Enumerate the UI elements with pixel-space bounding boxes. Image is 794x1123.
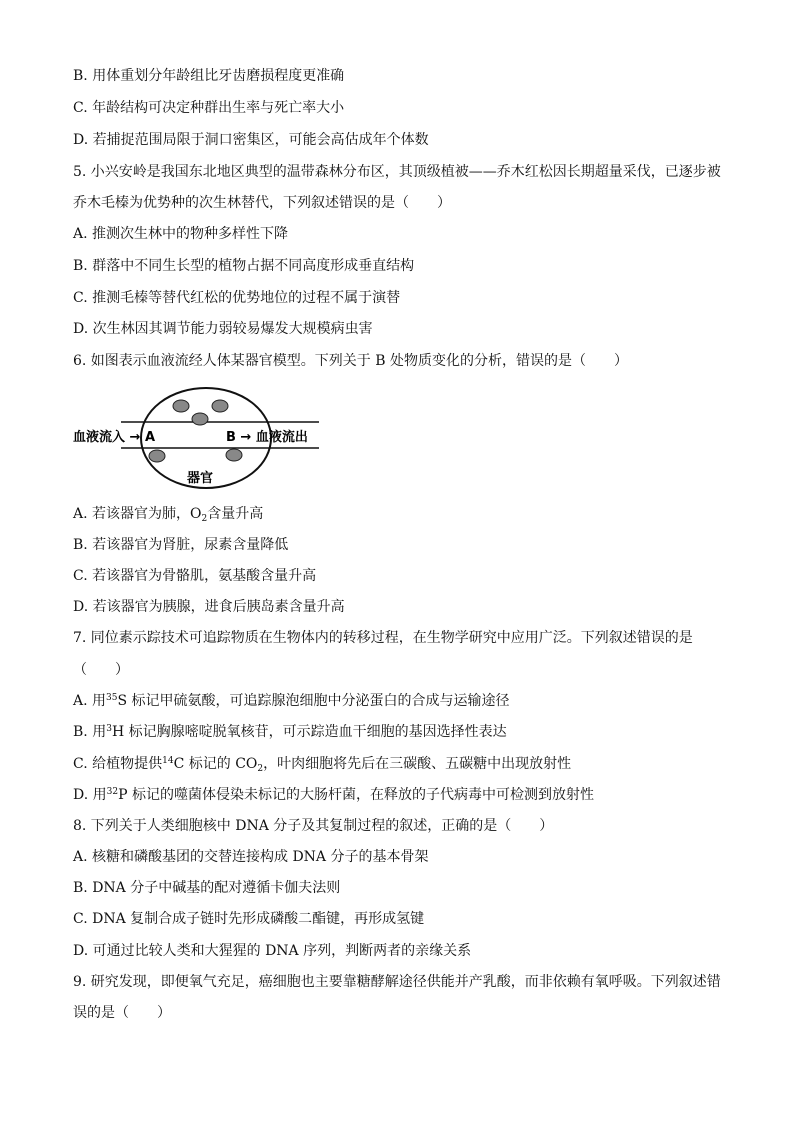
q5-option-b: B. 群落中不同生长型的植物占据不同高度形成垂直结构 bbox=[73, 258, 415, 274]
organ-blood-flow-diagram bbox=[73, 386, 333, 490]
q7-option-c-text: C. 给植物提供 bbox=[73, 756, 163, 772]
q6-stem: 6. 如图表示血液流经人体某器官模型。下列关于 B 处物质变化的分析，错误的是（ ） bbox=[73, 353, 628, 369]
q6-option-a-tail: 含量升高 bbox=[207, 506, 264, 522]
q6-option-b: B. 若该器官为肾脏，尿素含量降低 bbox=[73, 537, 289, 553]
q5-stem-line2: 乔木毛榛为优势种的次生林替代，下列叙述错误的是（ ） bbox=[73, 195, 451, 211]
q9-stem-line2: 误的是（ ） bbox=[73, 1005, 171, 1021]
q8-option-d: D. 可通过比较人类和大猩猩的 DNA 序列，判断两者的亲缘关系 bbox=[73, 943, 472, 959]
q7-option-c-tail: ，叶肉细胞将先后在三碳酸、五碳糖中出现放射性 bbox=[263, 756, 572, 772]
q7-option-c bbox=[73, 754, 571, 774]
q7-option-c-superscript: 14 bbox=[162, 756, 174, 766]
q9-stem-line1: 9. 研究发现，即便氧气充足，癌细胞也主要靠糖酵解途径供能并产乳酸，而非依赖有氧呼吸。下列叙述错 bbox=[73, 974, 721, 990]
q6-option-d: D. 若该器官为胰腺，进食后胰岛素含量升高 bbox=[73, 599, 345, 615]
q5-option-d: D. 次生林因其调节能力弱较易爆发大规模病虫害 bbox=[73, 321, 373, 337]
q7-option-b bbox=[73, 722, 507, 742]
q8-option-c: C. DNA 复制合成子链时先形成磷酸二酯键，再形成氢键 bbox=[73, 911, 425, 927]
q7-stem-line1: 7. 同位素示踪技术可追踪物质在生物体内的转移过程，在生物学研究中应用广泛。下列叙述错误的是 bbox=[73, 630, 693, 646]
cell-blob-1 bbox=[173, 400, 189, 412]
q4-option-b: B. 用体重划分年龄组比牙齿磨损程度更准确 bbox=[73, 68, 345, 84]
inflow-label: 血液流入 → A bbox=[73, 430, 156, 445]
q7-option-a-superscript: 35 bbox=[106, 693, 118, 703]
q6-option-a-text: A. 若该器官为肺，O bbox=[73, 506, 202, 522]
q7-option-a-tail: S 标记甲硫氨酸，可追踪腺泡细胞中分泌蛋白的合成与运输途径 bbox=[117, 693, 510, 709]
q6-option-a bbox=[73, 504, 263, 524]
q8-option-b: B. DNA 分子中碱基的配对遵循卡伽夫法则 bbox=[73, 880, 341, 896]
q5-option-a: A. 推测次生林中的物种多样性下降 bbox=[73, 226, 289, 242]
q8-stem: 8. 下列关于人类细胞核中 DNA 分子及其复制过程的叙述，正确的是（ ） bbox=[73, 818, 554, 834]
q7-option-d bbox=[73, 785, 594, 805]
q6-option-c: C. 若该器官为骨骼肌，氨基酸含量升高 bbox=[73, 568, 317, 584]
q4-option-d: D. 若捕捉范围局限于洞口密集区，可能会高估成年个体数 bbox=[73, 132, 429, 148]
q8-option-a: A. 核糖和磷酸基团的交替连接构成 DNA 分子的基本骨架 bbox=[73, 849, 429, 865]
q7-option-d-tail: P 标记的噬菌体侵染未标记的大肠杆菌，在释放的子代病毒中可检测到放射性 bbox=[118, 787, 594, 803]
cell-blob-4 bbox=[149, 450, 165, 462]
q7-option-a-text: A. 用 bbox=[73, 693, 107, 709]
q6-option-a-subscript: 2 bbox=[201, 514, 208, 524]
q7-option-c-subscript: 2 bbox=[257, 764, 264, 774]
q5-option-c: C. 推测毛榛等替代红松的优势地位的过程不属于演替 bbox=[73, 290, 401, 306]
q7-option-a bbox=[73, 691, 510, 711]
q7-option-b-text: B. 用 bbox=[73, 724, 107, 740]
q5-stem-line1: 5. 小兴安岭是我国东北地区典型的温带森林分布区，其顶级植被——乔木红松因长期超量采伐，已逐步被 bbox=[73, 164, 721, 180]
q7-stem-line2: （ ） bbox=[73, 662, 129, 678]
q4-option-c: C. 年龄结构可决定种群出生率与死亡率大小 bbox=[73, 100, 345, 116]
cell-blob-2 bbox=[212, 400, 228, 412]
q7-option-b-superscript: 3 bbox=[106, 724, 112, 734]
q7-option-d-text: D. 用 bbox=[73, 787, 107, 803]
cell-blob-3 bbox=[192, 413, 208, 425]
q7-option-c-mid: C 标记的 CO bbox=[173, 756, 258, 772]
organ-label: 器官 bbox=[187, 471, 214, 486]
q7-option-b-tail: H 标记胸腺嘧啶脱氧核苷，可示踪造血干细胞的基因选择性表达 bbox=[111, 724, 507, 740]
cell-blob-5 bbox=[226, 449, 242, 461]
q7-option-d-superscript: 32 bbox=[106, 787, 119, 797]
outflow-label: B → 血液流出 bbox=[226, 430, 308, 445]
